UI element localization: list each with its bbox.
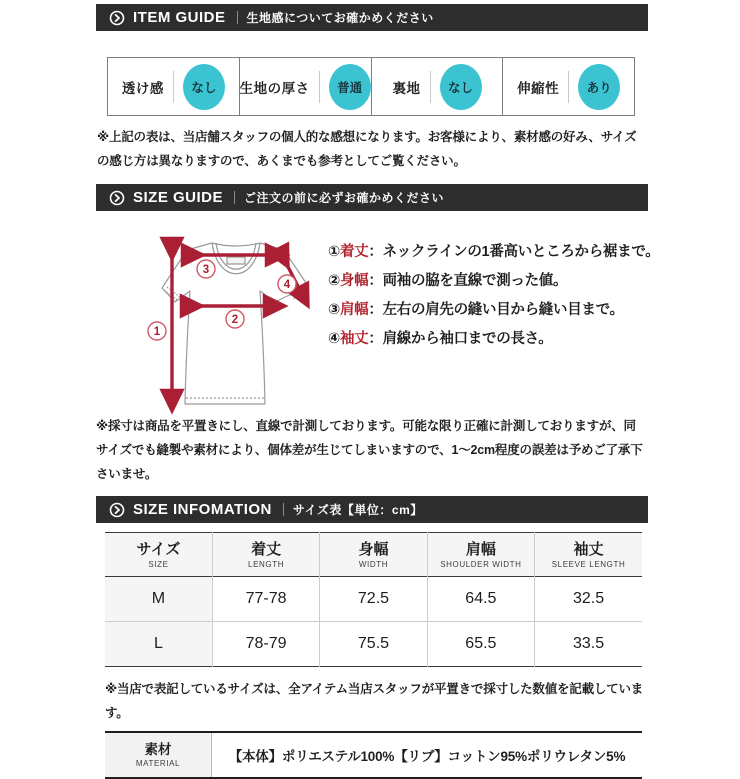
definition-width xyxy=(328,267,659,296)
cell-length: 78-79 xyxy=(212,622,319,667)
attribute-value-badge: なし xyxy=(440,64,482,110)
material-value: 【本体】ポリエステル100%【リブ】コットン95%ポリウレタン5% xyxy=(228,749,626,764)
content-column xyxy=(96,4,660,779)
circle-arrow-icon xyxy=(109,190,125,206)
definition-number: ④ xyxy=(328,331,340,347)
attribute-cell-thickness xyxy=(239,58,371,115)
header-jp: サイズ xyxy=(136,540,181,558)
cell-width: 75.5 xyxy=(320,622,427,667)
attribute-value-badge: 普通 xyxy=(329,64,371,110)
attribute-label: 裏地 xyxy=(392,80,421,96)
item-guide-header-bar xyxy=(96,4,648,31)
size-row-m xyxy=(105,577,642,622)
attribute-cell-stretch xyxy=(502,58,634,115)
cell-width: 72.5 xyxy=(320,577,427,622)
definition-term: 肩幅 xyxy=(339,302,369,318)
attribute-label: 生地の厚さ xyxy=(239,80,310,96)
size-guide-tagline: ご注文の前に必ずお確かめください xyxy=(244,191,445,205)
cell-sleeve: 32.5 xyxy=(535,577,642,622)
fabric-attribute-table xyxy=(107,57,635,116)
size-chart-header-row xyxy=(105,533,642,577)
cell-size: M xyxy=(105,577,212,622)
diagram-number-width: 2 xyxy=(231,314,239,326)
header-width xyxy=(320,533,427,577)
header-length xyxy=(212,533,319,577)
header-size xyxy=(105,533,212,577)
diagram-number-length: 1 xyxy=(153,326,161,338)
size-information-note: ※当店で表記しているサイズは、全アイテム当店スタッフが平置きで採寸した数値を記載しています。 xyxy=(105,682,644,720)
size-information-title: SIZE INFOMATION xyxy=(133,501,272,518)
size-information-header-bar xyxy=(96,496,648,523)
definition-desc: 肩線から袖口までの長さ。 xyxy=(382,331,553,347)
definition-desc: 両袖の脇を直線で測った値。 xyxy=(382,273,568,289)
attribute-cell-sheerness xyxy=(108,58,239,115)
attribute-label: 伸縮性 xyxy=(517,80,560,96)
measurement-definitions xyxy=(328,228,659,410)
cell-divider xyxy=(319,71,320,103)
header-en: WIDTH xyxy=(358,559,389,569)
definition-shoulder xyxy=(328,296,659,325)
definition-term: 着丈 xyxy=(339,244,369,260)
header-jp: 肩幅 xyxy=(465,540,496,558)
header-jp: 袖丈 xyxy=(573,540,604,558)
header-en: SHOULDER WIDTH xyxy=(440,559,522,569)
item-guide-note: ※上記の表は、当店舗スタッフの個人的な感想になります。お客様により、素材感の好み、サイズの感じ方は異なりますので、あくまでも参考としてご覧ください。 xyxy=(97,130,637,168)
cell-divider xyxy=(568,71,569,103)
size-guide-header-bar xyxy=(96,184,648,211)
definition-number: ① xyxy=(328,244,340,260)
bar-divider xyxy=(237,11,238,24)
cell-length: 77-78 xyxy=(212,577,319,622)
size-guide-note: ※採寸は商品を平置きにし、直線で計測しております。可能な限り正確に計測しておりますが、同サイズでも縫製や素材により、個体差が生じてしまいますので、1〜2cm程度の誤差は予めご了承下さいませ。 xyxy=(96,419,643,481)
header-en: SIZE xyxy=(148,559,169,569)
material-label-jp: 素材 xyxy=(144,742,172,757)
header-en: LENGTH xyxy=(248,559,285,569)
cell-divider xyxy=(173,71,174,103)
attribute-value-badge: あり xyxy=(578,64,620,110)
cell-sleeve: 33.5 xyxy=(535,622,642,667)
definition-separator: ： xyxy=(368,331,383,347)
size-row-l xyxy=(105,622,642,667)
definition-desc: ネックラインの1番高いところから裾まで。 xyxy=(382,244,660,260)
size-information-tagline: サイズ表【単位：cm】 xyxy=(292,503,423,517)
diagram-number-sleeve: 4 xyxy=(283,279,291,291)
attribute-value-badge: なし xyxy=(183,64,225,110)
cell-size: L xyxy=(105,622,212,667)
definition-term: 袖丈 xyxy=(339,331,369,347)
material-label-en: MATERIAL xyxy=(135,759,181,768)
cell-shoulder: 65.5 xyxy=(427,622,534,667)
material-label-cell xyxy=(105,733,212,777)
header-sleeve xyxy=(535,533,642,577)
size-guide-title: SIZE GUIDE xyxy=(133,189,224,206)
attribute-cell-lining xyxy=(371,58,503,115)
definition-separator: ： xyxy=(368,302,383,318)
diagram-number-shoulder: 3 xyxy=(202,264,210,276)
definition-separator: ： xyxy=(368,273,383,289)
header-jp: 身幅 xyxy=(358,540,389,558)
cell-divider xyxy=(430,71,431,103)
cell-shoulder: 64.5 xyxy=(427,577,534,622)
bar-divider xyxy=(283,503,284,516)
item-guide-tagline: 生地感についてお確かめください xyxy=(246,11,434,25)
header-jp: 着丈 xyxy=(251,540,282,558)
item-guide-title: ITEM GUIDE xyxy=(133,9,226,26)
definition-length xyxy=(328,238,659,267)
attribute-label: 透け感 xyxy=(121,80,164,96)
definition-number: ② xyxy=(328,273,340,289)
bar-divider xyxy=(234,191,235,204)
definition-sleeve xyxy=(328,325,659,354)
header-shoulder xyxy=(427,533,534,577)
definition-number: ③ xyxy=(328,302,340,318)
size-chart-table xyxy=(105,532,642,667)
header-en: SLEEVE LENGTH xyxy=(551,559,626,569)
size-guide-body xyxy=(96,228,660,410)
tshirt-measurement-diagram xyxy=(130,228,320,410)
circle-arrow-icon xyxy=(109,502,125,518)
material-table xyxy=(105,731,642,779)
definition-term: 身幅 xyxy=(339,273,369,289)
definition-separator: ： xyxy=(368,244,383,260)
definition-desc: 左右の肩先の縫い目から縫い目まで。 xyxy=(382,302,624,318)
circle-arrow-icon xyxy=(109,10,125,26)
